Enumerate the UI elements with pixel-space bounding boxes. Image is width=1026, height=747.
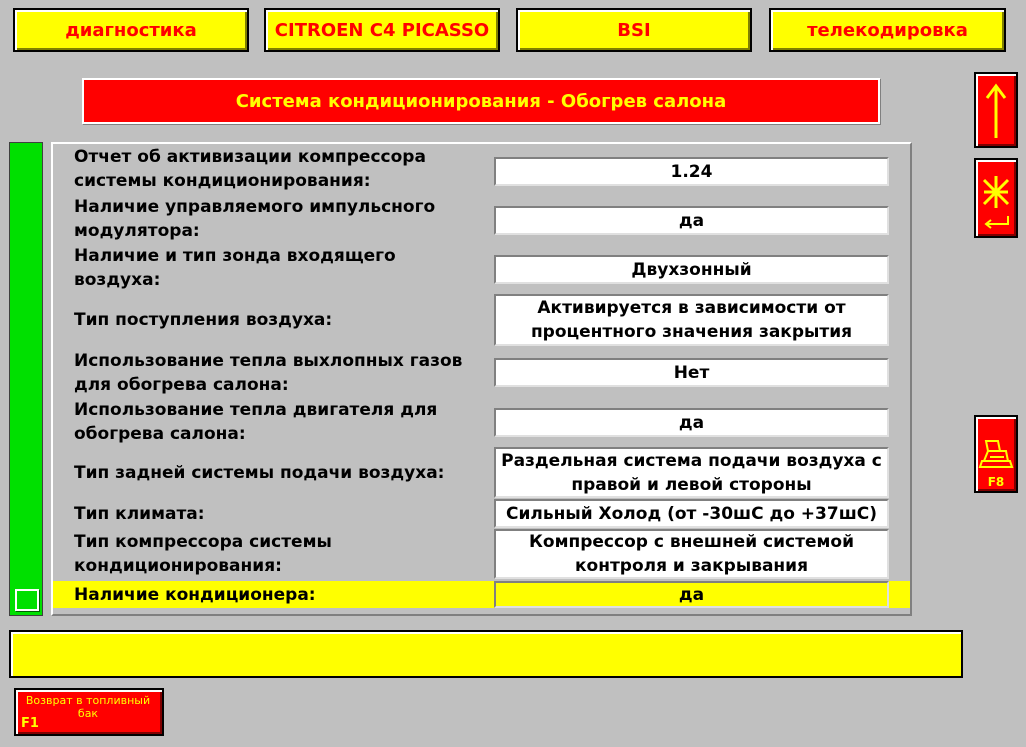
row-label: Наличие и тип зонда входящего воздуха:: [74, 245, 396, 290]
return-button-label: Возврат в топливный бак: [25, 694, 151, 720]
print-f8-button[interactable]: [974, 415, 1018, 493]
f1-key-label: F1: [21, 716, 39, 731]
tab-diagnostics[interactable]: диагностика: [13, 8, 249, 52]
row-value: да: [494, 581, 889, 608]
row-label: Использование тепла выхлопных газов для обогрева салона:: [74, 351, 463, 395]
row-value: Компрессор с внешней системой контроля и закрывания: [494, 529, 889, 579]
table-row: [53, 528, 910, 579]
row-label: Тип поступления воздуха:: [74, 310, 333, 330]
row-value: Нет: [494, 358, 889, 387]
table-row: [53, 499, 910, 528]
table-row: [53, 348, 910, 398]
cancel-button[interactable]: [974, 158, 1018, 238]
tab-module-bsi[interactable]: BSI: [516, 8, 752, 52]
scroll-thumb[interactable]: [15, 589, 39, 611]
table-row: [53, 144, 910, 194]
table-row: [53, 398, 910, 446]
table-row-selected[interactable]: [53, 581, 910, 608]
printer-icon: [976, 417, 1016, 477]
table-row: [53, 243, 910, 292]
row-label: Наличие кондиционера:: [74, 584, 316, 605]
scroll-up-button[interactable]: [974, 72, 1018, 148]
status-bar: [9, 630, 963, 678]
f8-key-label: F8: [987, 475, 1005, 489]
row-label: Тип климата:: [74, 503, 205, 524]
row-value: Двухзонный: [494, 255, 889, 284]
row-value: да: [494, 408, 889, 437]
page-title: Система кондиционирования - Обогрев салона: [82, 78, 880, 124]
row-value: Раздельная система подачи воздуха с правой и левой стороны: [494, 447, 889, 498]
table-row: [53, 446, 910, 499]
row-value: 1.24: [494, 157, 889, 186]
row-label: Тип задней системы подачи воздуха:: [74, 462, 445, 483]
row-value: Активируется в зависимости от процентного значения закрытия: [494, 294, 889, 346]
return-f1-button[interactable]: [14, 688, 164, 736]
tab-vehicle[interactable]: CITROEN C4 PICASSO: [264, 8, 500, 52]
row-label: Тип компрессора системы кондиционирования:: [74, 531, 332, 576]
parameter-panel: [51, 142, 912, 616]
table-row: [53, 194, 910, 243]
scroll-track[interactable]: [9, 142, 43, 616]
row-value: Сильный Холод (от -30шС до +37шС): [494, 499, 889, 528]
row-value: да: [494, 206, 889, 235]
table-row: [53, 292, 910, 348]
tab-telecoding[interactable]: телекодировка: [769, 8, 1006, 52]
row-label: Использование тепла двигателя для обогрева салона:: [74, 400, 438, 444]
row-label: Отчет об активизации компрессора системы кондиционирования:: [74, 147, 426, 191]
row-label: Наличие управляемого импульсного модулятора:: [74, 196, 436, 241]
cancel-return-icon: [976, 160, 1016, 236]
up-arrow-icon: [976, 74, 1016, 146]
